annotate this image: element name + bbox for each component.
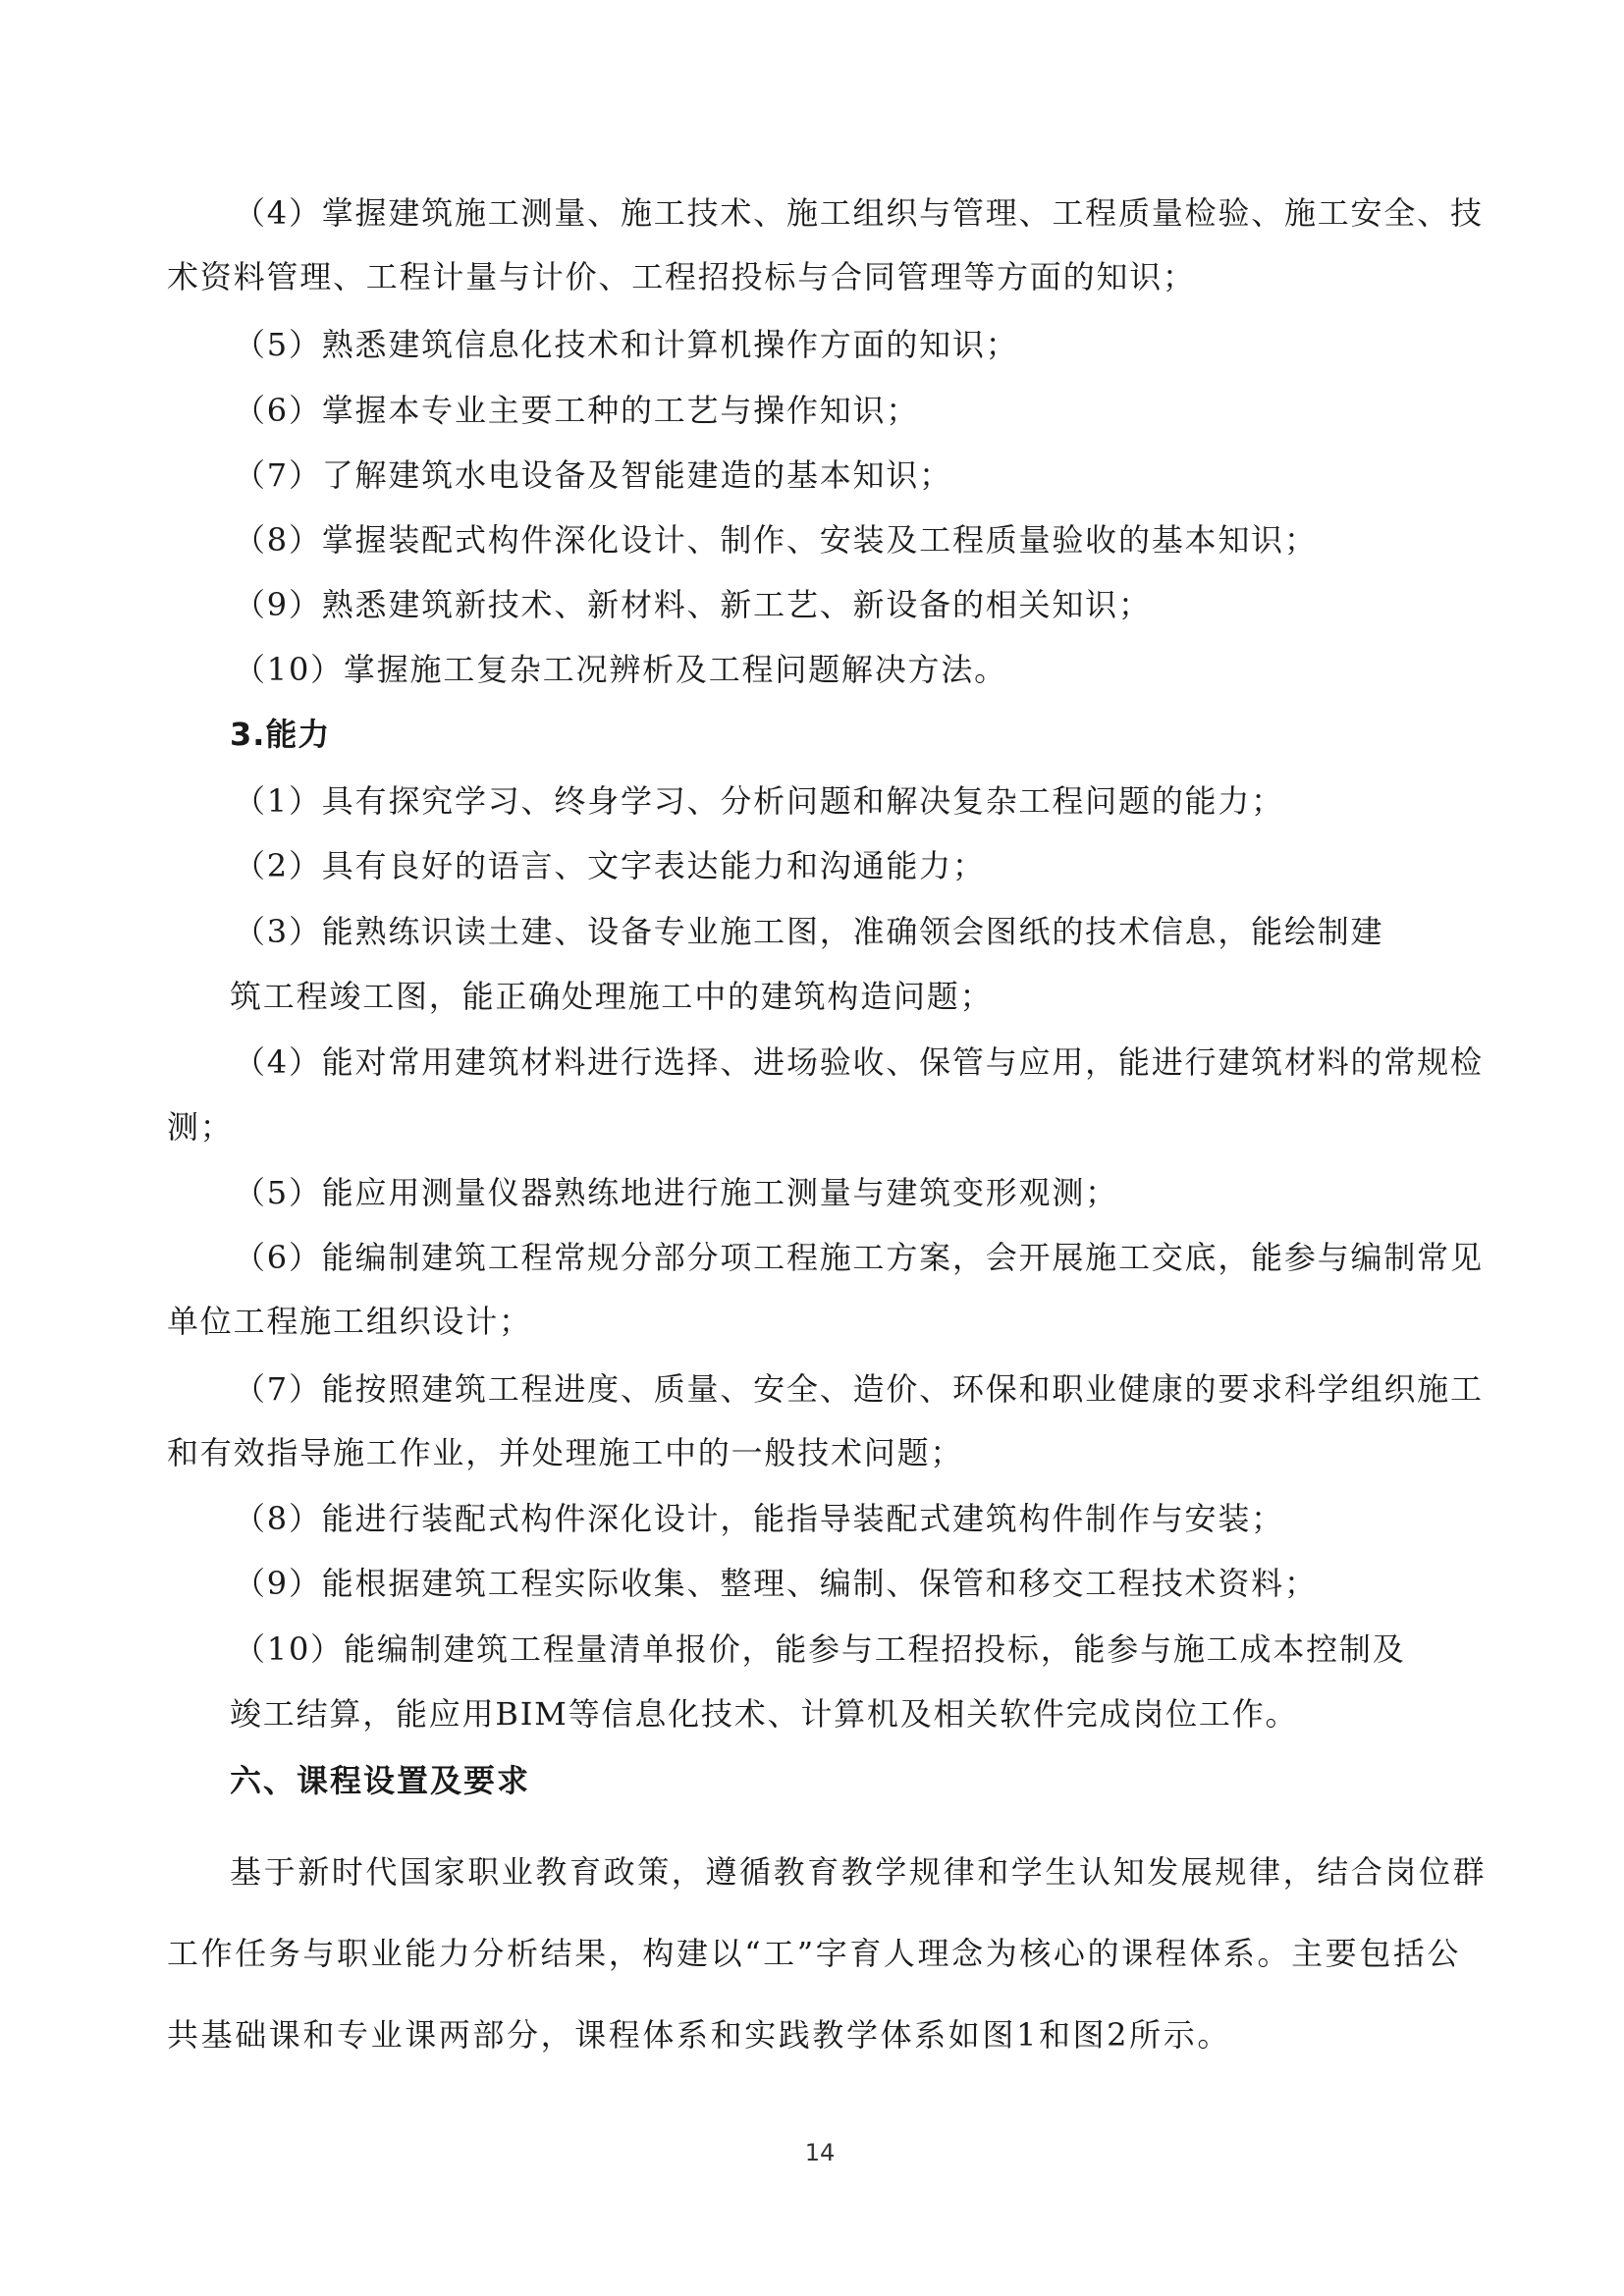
intro-line-2: 工作任务与职业能力分析结果，构建以“工”字育人理念为核心的课程体系。主要包括公 [167,1935,1462,1972]
ability-item-8: （8）能进行装配式构件深化设计，能指导装配式建筑构件制作与安装； [234,1500,1284,1537]
ability-item-1: （1）具有探究学习、终身学习、分析问题和解决复杂工程问题的能力； [234,782,1284,820]
knowledge-item-6: （6）掌握本专业主要工种的工艺与操作知识； [234,392,920,429]
ability-heading: 3.能力 [230,716,331,753]
ability-item-7-line1: （7）能按照建筑工程进度、质量、安全、造价、环保和职业健康的要求科学组织施工 [234,1370,1484,1408]
knowledge-item-10: （10）掌握施工复杂工况辨析及工程问题解决方法。 [234,651,1007,688]
ability-item-6-line2: 单位工程施工组织设计； [167,1303,532,1340]
ability-item-2: （2）具有良好的语言、文字表达能力和沟通能力； [234,847,986,884]
ability-item-3-line1: （3）能熟练识读土建、设备专业施工图，准确领会图纸的技术信息，能绘制建 [234,913,1384,950]
ability-item-3-line2: 筑工程竣工图，能正确处理施工中的建筑构造问题； [230,978,994,1015]
knowledge-item-7: （7）了解建筑水电设备及智能建造的基本知识； [234,456,952,494]
knowledge-item-9: （9）熟悉建筑新技术、新材料、新工艺、新设备的相关知识； [234,586,1152,623]
section-title: 六、课程设置及要求 [230,1762,531,1799]
ability-item-5: （5）能应用测量仪器熟练地进行施工测量与建筑变形观测； [234,1174,1118,1211]
ability-item-10-line1: （10）能编制建筑工程量清单报价，能参与工程招投标，能参与施工成本控制及 [234,1630,1406,1668]
intro-line-3: 共基础课和专业课两部分，课程体系和实践教学体系如图1和图2所示。 [167,2016,1231,2054]
ability-item-4-line1: （4）能对常用建筑材料进行选择、进场验收、保管与应用，能进行建筑材料的常规检 [234,1043,1484,1081]
intro-line-1: 基于新时代国家职业教育政策，遵循教育教学规律和学生认知发展规律，结合岗位群 [230,1853,1488,1891]
knowledge-item-4-line1: （4）掌握建筑施工测量、施工技术、施工组织与管理、工程质量检验、施工安全、技 [234,194,1484,232]
page-number: 14 [804,2139,836,2166]
knowledge-item-5: （5）熟悉建筑信息化技术和计算机操作方面的知识； [234,326,1019,363]
ability-item-10-line2: 竣工结算，能应用BIM等信息化技术、计算机及相关软件完成岗位工作。 [230,1695,1299,1733]
ability-item-4-line2: 测； [167,1108,234,1146]
ability-item-9: （9）能根据建筑工程实际收集、整理、编制、保管和移交工程技术资料； [234,1565,1318,1602]
ability-item-7-line2: 和有效指导施工作业，并处理施工中的一般技术问题； [167,1434,964,1471]
knowledge-item-8: （8）掌握装配式构件深化设计、制作、安装及工程质量验收的基本知识； [234,521,1318,559]
knowledge-item-4-line2: 术资料管理、工程计量与计价、工程招投标与合同管理等方面的知识； [167,258,1196,295]
ability-item-6-line1: （6）能编制建筑工程常规分部分项工程施工方案，会开展施工交底，能参与编制常见 [234,1239,1484,1276]
